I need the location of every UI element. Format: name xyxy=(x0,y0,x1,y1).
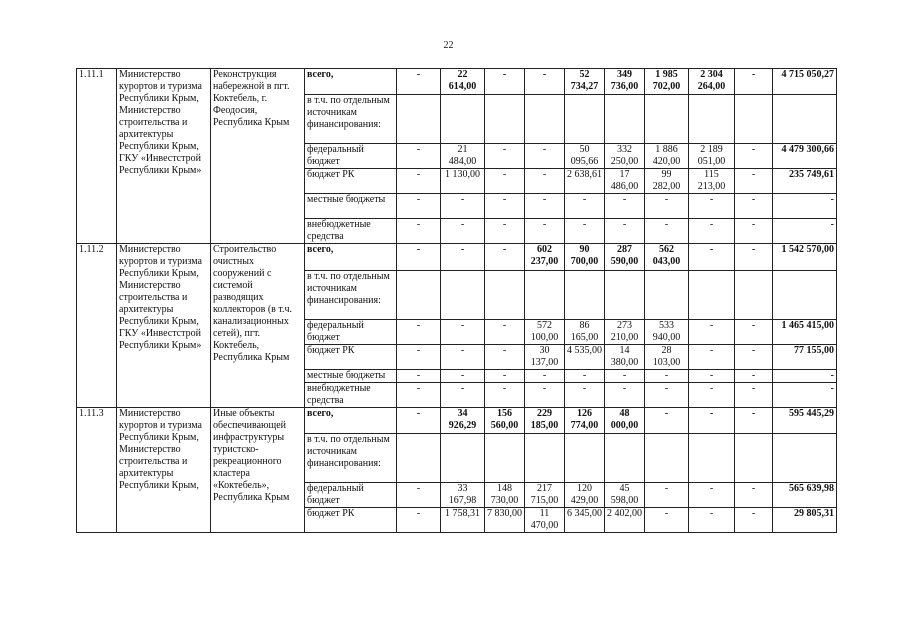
year-value-cell xyxy=(565,434,605,483)
year-value-cell: - xyxy=(735,345,773,370)
year-value-cell: 86 165,00 xyxy=(565,320,605,345)
section-code: 1.11.2 xyxy=(77,244,117,408)
year-value-cell xyxy=(605,434,645,483)
year-value-cell: - xyxy=(735,320,773,345)
year-value-cell xyxy=(645,434,689,483)
total-value-cell xyxy=(773,95,837,144)
year-value-cell: 120 429,00 xyxy=(565,483,605,508)
year-value-cell: 99 282,00 xyxy=(645,169,689,194)
responsible-agency: Министерство курортов и туризма Республики Крым, Министерство строительства и архитектуры Республики Крым, ГКУ «Инвестстрой Республики Крым» xyxy=(117,69,211,244)
year-value-cell: - xyxy=(645,483,689,508)
year-value-cell xyxy=(525,271,565,320)
year-value-cell: - xyxy=(397,69,441,95)
year-value-cell: 2 402,00 xyxy=(605,508,645,533)
year-value-cell: 45 598,00 xyxy=(605,483,645,508)
year-value-cell: 22 614,00 xyxy=(441,69,485,95)
year-value-cell: - xyxy=(397,383,441,408)
total-value-cell: 595 445,29 xyxy=(773,408,837,434)
year-value-cell: - xyxy=(605,383,645,408)
total-value-cell: - xyxy=(773,370,837,383)
year-value-cell: 287 590,00 xyxy=(605,244,645,271)
year-value-cell xyxy=(689,271,735,320)
year-value-cell: - xyxy=(397,194,441,219)
year-value-cell: - xyxy=(485,169,525,194)
total-value-cell: 4 479 300,66 xyxy=(773,144,837,169)
year-value-cell xyxy=(441,95,485,144)
year-value-cell: - xyxy=(441,345,485,370)
funding-source: внебюджетные средства xyxy=(305,383,397,408)
year-value-cell: - xyxy=(645,194,689,219)
year-value-cell: 90 700,00 xyxy=(565,244,605,271)
year-value-cell: 1 886 420,00 xyxy=(645,144,689,169)
year-value-cell: 52 734,27 xyxy=(565,69,605,95)
year-value-cell: - xyxy=(689,345,735,370)
year-value-cell xyxy=(485,434,525,483)
year-value-cell: - xyxy=(441,383,485,408)
total-value-cell: 29 805,31 xyxy=(773,508,837,533)
year-value-cell: - xyxy=(565,219,605,244)
year-value-cell xyxy=(397,434,441,483)
project-name: Строительство очистных сооружений с системой разводящих коллекторов (в т.ч. канализационных сетей), пгт. Коктебель, Республика Крым xyxy=(211,244,305,408)
year-value-cell: 217 715,00 xyxy=(525,483,565,508)
year-value-cell: - xyxy=(735,370,773,383)
year-value-cell: 332 250,00 xyxy=(605,144,645,169)
total-value-cell: - xyxy=(773,219,837,244)
funding-source: всего, xyxy=(305,69,397,95)
year-value-cell: 11 470,00 xyxy=(525,508,565,533)
funding-source: в т.ч. по отдельным источникам финансирования: xyxy=(305,95,397,144)
funding-source: в т.ч. по отдельным источникам финансирования: xyxy=(305,271,397,320)
year-value-cell: - xyxy=(689,194,735,219)
year-value-cell: 2 189 051,00 xyxy=(689,144,735,169)
year-value-cell: - xyxy=(689,219,735,244)
year-value-cell: - xyxy=(485,370,525,383)
year-value-cell: - xyxy=(525,194,565,219)
year-value-cell: 7 830,00 xyxy=(485,508,525,533)
year-value-cell: 572 100,00 xyxy=(525,320,565,345)
year-value-cell: 28 103,00 xyxy=(645,345,689,370)
year-value-cell: 33 167,98 xyxy=(441,483,485,508)
funding-source: федеральный бюджет xyxy=(305,144,397,169)
funding-source: всего, xyxy=(305,244,397,271)
year-value-cell: 115 213,00 xyxy=(689,169,735,194)
year-value-cell: - xyxy=(735,194,773,219)
year-value-cell: - xyxy=(441,194,485,219)
total-value-cell: 235 749,61 xyxy=(773,169,837,194)
year-value-cell xyxy=(689,434,735,483)
funding-source: бюджет РК xyxy=(305,345,397,370)
year-value-cell: - xyxy=(689,508,735,533)
year-value-cell: - xyxy=(525,383,565,408)
year-value-cell: - xyxy=(645,408,689,434)
year-value-cell: 17 486,00 xyxy=(605,169,645,194)
year-value-cell: - xyxy=(485,194,525,219)
year-value-cell xyxy=(645,95,689,144)
year-value-cell xyxy=(565,95,605,144)
year-value-cell: - xyxy=(565,194,605,219)
year-value-cell: - xyxy=(605,370,645,383)
total-value-cell: 4 715 050,27 xyxy=(773,69,837,95)
year-value-cell: 2 304 264,00 xyxy=(689,69,735,95)
year-value-cell: - xyxy=(689,483,735,508)
year-value-cell: - xyxy=(565,383,605,408)
year-value-cell: 21 484,00 xyxy=(441,144,485,169)
funding-source: всего, xyxy=(305,408,397,434)
year-value-cell: - xyxy=(605,219,645,244)
total-value-cell: - xyxy=(773,194,837,219)
year-value-cell: 1 985 702,00 xyxy=(645,69,689,95)
year-value-cell: - xyxy=(645,370,689,383)
financing-table xyxy=(76,68,837,533)
total-value-cell xyxy=(773,271,837,320)
year-value-cell: - xyxy=(735,383,773,408)
year-value-cell xyxy=(485,271,525,320)
year-value-cell xyxy=(605,95,645,144)
year-value-cell: - xyxy=(645,508,689,533)
section-code: 1.11.1 xyxy=(77,69,117,244)
year-value-cell xyxy=(525,434,565,483)
funding-source: бюджет РК xyxy=(305,169,397,194)
year-value-cell: - xyxy=(485,69,525,95)
year-value-cell: 156 560,00 xyxy=(485,408,525,434)
year-value-cell: 562 043,00 xyxy=(645,244,689,271)
year-value-cell: - xyxy=(645,219,689,244)
table-row xyxy=(77,408,837,434)
funding-source: федеральный бюджет xyxy=(305,483,397,508)
year-value-cell: - xyxy=(485,320,525,345)
year-value-cell: - xyxy=(565,370,605,383)
year-value-cell xyxy=(525,95,565,144)
year-value-cell: - xyxy=(397,370,441,383)
year-value-cell: 229 185,00 xyxy=(525,408,565,434)
year-value-cell: - xyxy=(397,408,441,434)
year-value-cell: - xyxy=(735,169,773,194)
year-value-cell xyxy=(689,95,735,144)
year-value-cell: 34 926,29 xyxy=(441,408,485,434)
year-value-cell xyxy=(735,95,773,144)
table-row xyxy=(77,69,837,95)
year-value-cell: 6 345,00 xyxy=(565,508,605,533)
year-value-cell: - xyxy=(689,370,735,383)
funding-source: местные бюджеты xyxy=(305,194,397,219)
year-value-cell: 1 758,31 xyxy=(441,508,485,533)
year-value-cell: - xyxy=(525,219,565,244)
year-value-cell: 602 237,00 xyxy=(525,244,565,271)
project-name: Реконструкция набережной в пгт. Коктебель, г. Феодосия, Республика Крым xyxy=(211,69,305,244)
year-value-cell: - xyxy=(689,244,735,271)
responsible-agency: Министерство курортов и туризма Республики Крым, Министерство строительства и архитектуры Республики Крым, ГКУ «Инвестстрой Республики Крым» xyxy=(117,244,211,408)
year-value-cell: 533 940,00 xyxy=(645,320,689,345)
year-value-cell: 126 774,00 xyxy=(565,408,605,434)
year-value-cell: - xyxy=(689,408,735,434)
year-value-cell: - xyxy=(397,219,441,244)
year-value-cell: - xyxy=(441,320,485,345)
year-value-cell: - xyxy=(525,370,565,383)
year-value-cell: - xyxy=(485,244,525,271)
funding-source: местные бюджеты xyxy=(305,370,397,383)
responsible-agency: Министерство курортов и туризма Республики Крым, Министерство строительства и архитектуры Республики Крым, xyxy=(117,408,211,533)
year-value-cell: 273 210,00 xyxy=(605,320,645,345)
year-value-cell: - xyxy=(441,370,485,383)
year-value-cell xyxy=(485,95,525,144)
year-value-cell: - xyxy=(735,483,773,508)
year-value-cell: - xyxy=(735,219,773,244)
year-value-cell: - xyxy=(397,483,441,508)
year-value-cell: - xyxy=(735,69,773,95)
year-value-cell: - xyxy=(735,408,773,434)
year-value-cell xyxy=(441,434,485,483)
year-value-cell xyxy=(565,271,605,320)
year-value-cell xyxy=(645,271,689,320)
year-value-cell: - xyxy=(397,345,441,370)
year-value-cell: - xyxy=(441,244,485,271)
year-value-cell xyxy=(397,95,441,144)
year-value-cell: 30 137,00 xyxy=(525,345,565,370)
year-value-cell: - xyxy=(525,169,565,194)
total-value-cell: 77 155,00 xyxy=(773,345,837,370)
year-value-cell: 349 736,00 xyxy=(605,69,645,95)
year-value-cell: - xyxy=(485,219,525,244)
total-value-cell: 1 542 570,00 xyxy=(773,244,837,271)
year-value-cell: - xyxy=(525,69,565,95)
year-value-cell: - xyxy=(735,508,773,533)
year-value-cell: - xyxy=(397,508,441,533)
year-value-cell: - xyxy=(735,144,773,169)
table-row xyxy=(77,244,837,271)
total-value-cell xyxy=(773,434,837,483)
total-value-cell: - xyxy=(773,383,837,408)
year-value-cell: - xyxy=(735,244,773,271)
year-value-cell: 14 380,00 xyxy=(605,345,645,370)
year-value-cell: 2 638,61 xyxy=(565,169,605,194)
year-value-cell: - xyxy=(397,144,441,169)
year-value-cell xyxy=(441,271,485,320)
funding-source: бюджет РК xyxy=(305,508,397,533)
year-value-cell: - xyxy=(397,320,441,345)
year-value-cell: - xyxy=(485,345,525,370)
project-name: Иные объекты обеспечивающей инфраструктуры туристско-рекреационного кластера «Коктебель», Республика Крым xyxy=(211,408,305,533)
section-code: 1.11.3 xyxy=(77,408,117,533)
funding-source: в т.ч. по отдельным источникам финансирования: xyxy=(305,434,397,483)
year-value-cell: - xyxy=(397,169,441,194)
year-value-cell xyxy=(397,271,441,320)
year-value-cell: 4 535,00 xyxy=(565,345,605,370)
year-value-cell: - xyxy=(397,244,441,271)
year-value-cell: 1 130,00 xyxy=(441,169,485,194)
year-value-cell: 50 095,66 xyxy=(565,144,605,169)
year-value-cell: - xyxy=(645,383,689,408)
year-value-cell xyxy=(605,271,645,320)
year-value-cell: 48 000,00 xyxy=(605,408,645,434)
funding-source: внебюджетные средства xyxy=(305,219,397,244)
year-value-cell: - xyxy=(441,219,485,244)
year-value-cell xyxy=(735,271,773,320)
year-value-cell: - xyxy=(485,383,525,408)
year-value-cell xyxy=(735,434,773,483)
year-value-cell: - xyxy=(525,144,565,169)
year-value-cell: 148 730,00 xyxy=(485,483,525,508)
page-number: 22 xyxy=(443,40,454,51)
year-value-cell: - xyxy=(689,383,735,408)
year-value-cell: - xyxy=(485,144,525,169)
funding-source: федеральный бюджет xyxy=(305,320,397,345)
year-value-cell: - xyxy=(605,194,645,219)
total-value-cell: 565 639,98 xyxy=(773,483,837,508)
total-value-cell: 1 465 415,00 xyxy=(773,320,837,345)
year-value-cell: - xyxy=(689,320,735,345)
